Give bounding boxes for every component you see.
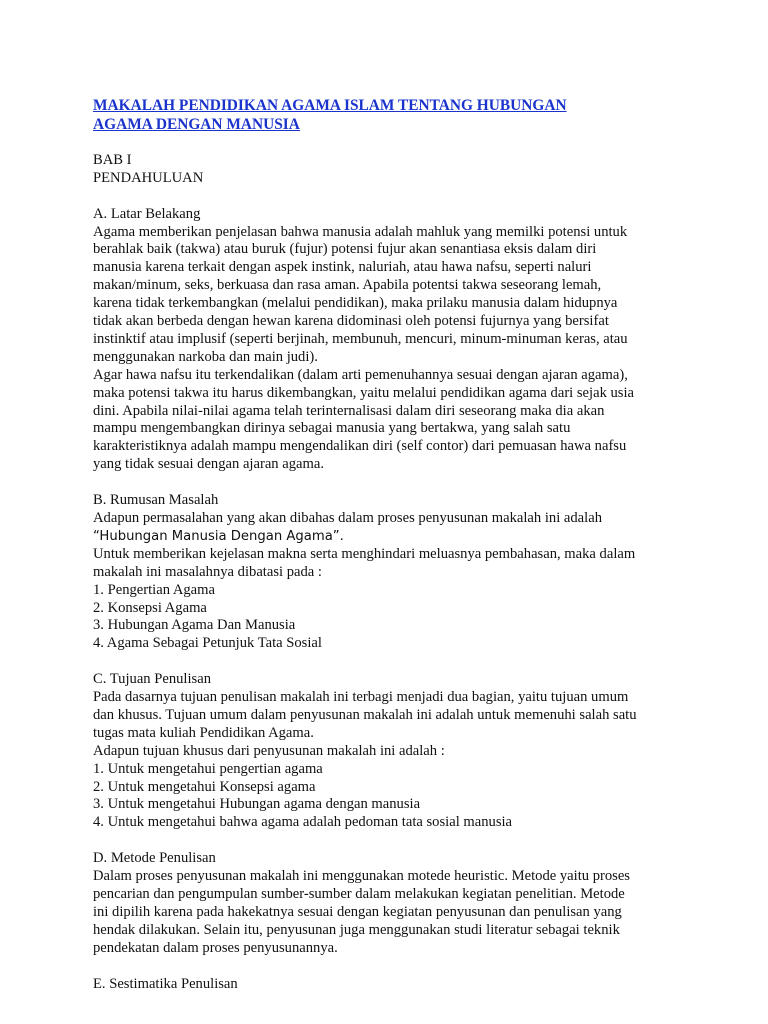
- paragraph-line: makalah ini masalahnya dibatasi pada :: [93, 563, 322, 580]
- purpose-list: [93, 761, 693, 833]
- paragraph-line: pencarian dan pengumpulan sumber-sumber dalam melakukan kegiatan penelitian. Metode: [93, 885, 625, 902]
- paragraph-line: maka potensi takwa itu harus dikembangkan, yaitu melalui pendidikan agama dari sejak usia: [93, 384, 635, 401]
- list-item: 3. Hubungan Agama Dan Manusia: [93, 617, 296, 634]
- paragraph-line: instinktif atau implusif (seperti berjinah, membunuh, mencuri, minum-minuman keras, atau: [93, 330, 628, 347]
- problem-quote: “Hubungan Manusia Dengan Agama”.: [93, 528, 344, 544]
- paragraph-line: menggunakan narkoba dan main judi).: [93, 348, 318, 365]
- paragraph-line: Untuk memberikan kejelasan makna serta menghindari meluasnya pembahasan, maka dalam: [93, 545, 636, 562]
- document-page: [93, 96, 693, 993]
- paragraph-line: Agama memberikan penjelasan bahwa manusia adalah mahluk yang memilki potensi untuk: [93, 223, 628, 240]
- section-a-heading: A. Latar Belakang: [93, 205, 201, 222]
- paragraph-line: berahlak baik (takwa) atau buruk (fujur) potensi fujur akan senantiasa eksis dalam diri: [93, 241, 597, 258]
- paragraph-line: Agar hawa nafsu itu terkendalikan (dalam arti pemenuhannya sesuai dengan ajaran agama),: [93, 366, 628, 383]
- paragraph-line: Adapun tujuan khusus dari penyusunan makalah ini adalah :: [93, 742, 445, 759]
- paragraph-line: pendekatan dalam proses penyusunannya.: [93, 939, 338, 956]
- list-item: 1. Untuk mengetahui pengertian agama: [93, 760, 323, 777]
- chapter-number: BAB I: [93, 151, 132, 168]
- problem-list: [93, 582, 693, 654]
- paragraph-line: mampu mengembangkan dirinya sebagai manusia yang bertakwa, yang salah satu: [93, 420, 571, 437]
- list-item: 4. Untuk mengetahui bahwa agama adalah pedoman tata sosial manusia: [93, 814, 513, 831]
- paragraph-line: tugas mata kuliah Pendidikan Agama.: [93, 724, 314, 741]
- section-b-heading: B. Rumusan Masalah: [93, 492, 219, 509]
- section-a-body: [93, 224, 693, 475]
- paragraph-line: yang tidak sesuai dengan ajaran agama.: [93, 456, 324, 473]
- paragraph-line: Adapun permasalahan yang akan dibahas dalam proses penyusunan makalah ini adalah: [93, 509, 602, 526]
- paragraph-line: karena tidak terkembangkan (melalui pendidikan), maka prilaku manusia dalam hidupnya: [93, 295, 618, 312]
- list-item: 1. Pengertian Agama: [93, 581, 215, 598]
- paragraph-line: tidak akan berbeda dengan hewan karena didominasi oleh potensi fujurnya yang bersifat: [93, 313, 609, 330]
- list-item: 3. Untuk mengetahui Hubungan agama dengan manusia: [93, 796, 421, 813]
- section-c-heading: C. Tujuan Penulisan: [93, 671, 211, 688]
- title-line[interactable]: AGAMA DENGAN MANUSIA: [93, 116, 300, 133]
- paragraph-line: makan/minum, seks, berkuasa dan rasa aman. Apabila potentsi takwa seseorang lemah,: [93, 277, 602, 294]
- paragraph-line: hendak dilakukan. Selain itu, penyusunan juga menggunakan studi literatur sebagai teknik: [93, 921, 620, 938]
- paragraph-line: dini. Apabila nilai-nilai agama telah terinternalisasi dalam diri seseorang maka dia akan: [93, 402, 605, 419]
- paragraph-line: dan khusus. Tujuan umum dalam penyusunan makalah ini adalah untuk memenuhi salah satu: [93, 706, 637, 723]
- paragraph-line: Pada dasarnya tujuan penulisan makalah ini terbagi menjadi dua bagian, yaitu tujuan umum: [93, 689, 629, 706]
- paragraph-line: ini dipilih karena pada hakekatnya sesuai dengan kegiatan penyusunan dan penulisan yang: [93, 903, 622, 920]
- paragraph-line: manusia karena terkait dengan aspek instink, naluriah, atau hawa nafsu, seperti naluri: [93, 259, 592, 276]
- section-e-heading: E. Sestimatika Penulisan: [93, 975, 238, 992]
- section-d-heading: D. Metode Penulisan: [93, 850, 216, 867]
- list-item: 2. Untuk mengetahui Konsepsi agama: [93, 778, 316, 795]
- list-item: 2. Konsepsi Agama: [93, 599, 207, 616]
- chapter-name: PENDAHULUAN: [93, 169, 204, 186]
- list-item: 4. Agama Sebagai Petunjuk Tata Sosial: [93, 635, 322, 652]
- title-line[interactable]: MAKALAH PENDIDIKAN AGAMA ISLAM TENTANG HUBUNGAN: [93, 97, 567, 114]
- document-title[interactable]: [93, 96, 693, 134]
- paragraph-line: karakteristiknya adalah mampu mengendalikan diri (self contor) dari pemuasan hawa nafsu: [93, 438, 627, 455]
- paragraph-line: Dalam proses penyusunan makalah ini menggunakan motede heuristic. Metode yaitu proses: [93, 868, 630, 885]
